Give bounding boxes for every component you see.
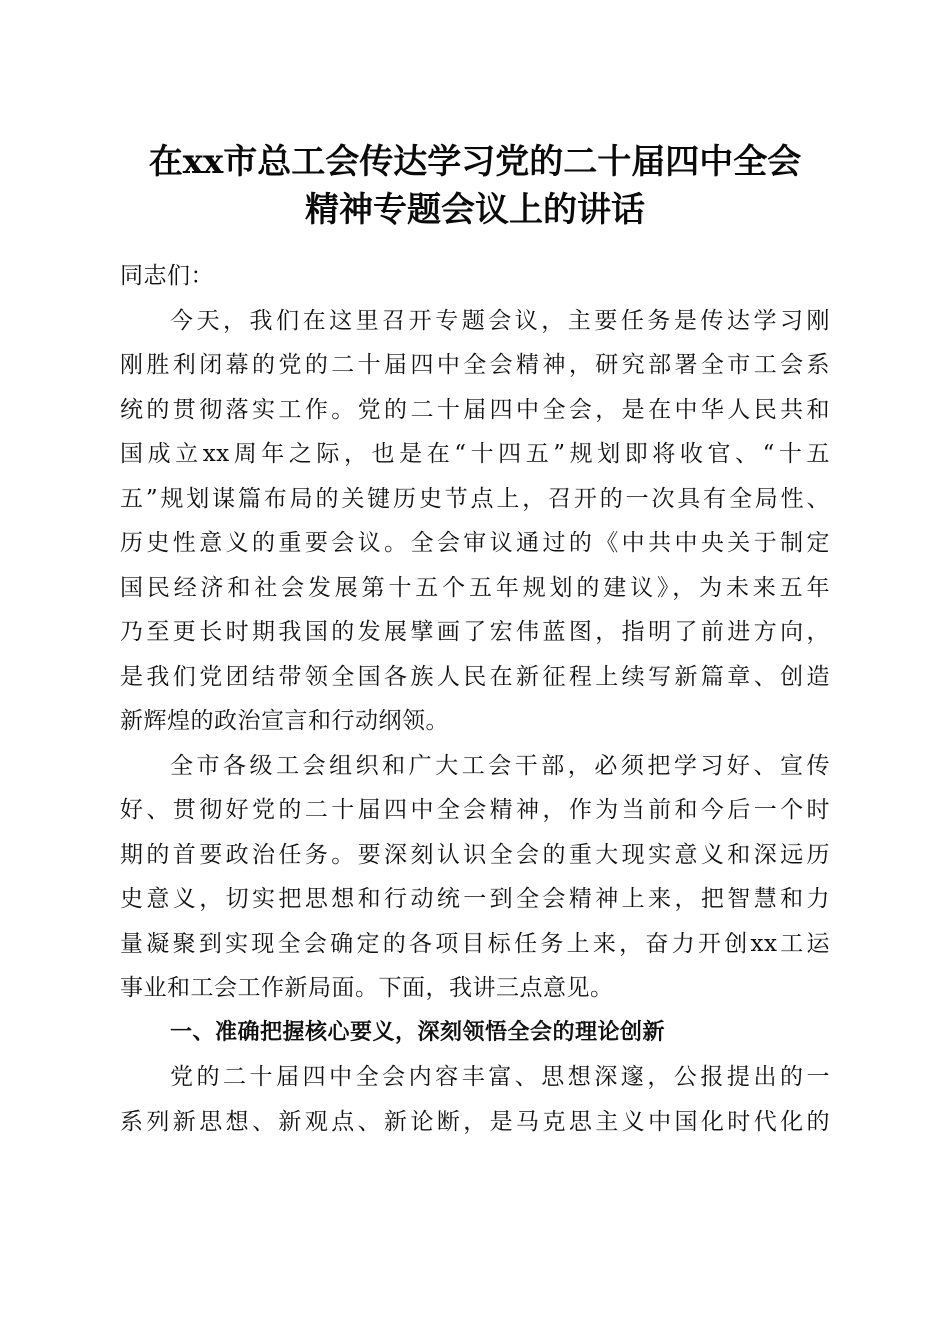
paragraph-line: 新辉煌的政治宣言和行动纲领。 <box>120 708 449 734</box>
paragraph-line: 乃至更长时期我国的发展擘画了宏伟蓝图，指明了前进方向， <box>120 619 830 645</box>
paragraph-line: 国成立xx周年之际，也是在“十四五”规划即将收官、“十五 <box>120 441 830 467</box>
paragraph-line: 系列新思想、新观点、新论断，是马克思主义中国化时代化的 <box>120 1108 830 1135</box>
paragraph-line: 刚胜利闭幕的党的二十届四中全会精神，研究部署全市工会系 <box>120 352 830 378</box>
salutation: 同志们： <box>120 263 214 289</box>
document-title <box>100 138 850 234</box>
paragraph-line: 五”规划谋篇布局的关键历史节点上，召开的一次具有全局性、 <box>120 485 830 512</box>
paragraph-line: 统的贯彻落实工作。党的二十届四中全会，是在中华人民共和 <box>120 396 830 423</box>
paragraph-line: 量凝聚到实现全会确定的各项目标任务上来，奋力开创xx工运 <box>120 930 830 957</box>
paragraph-line: 今天，我们在这里召开专题会议，主要任务是传达学习刚 <box>170 307 830 334</box>
section-heading-1: 一、准确把握核心要义，深刻领悟全会的理论创新 <box>170 1019 666 1045</box>
paragraph-line: 历史性意义的重要会议。全会审议通过的《中共中央关于制定 <box>120 530 830 556</box>
paragraph-line: 史意义，切实把思想和行动统一到全会精神上来，把智慧和力 <box>120 886 830 912</box>
title-line-2: 精神专题会议上的讲话 <box>305 190 645 230</box>
paragraph-2 <box>120 744 830 1011</box>
paragraph-line: 是我们党团结带领全国各族人民在新征程上续写新篇章、创造 <box>120 663 830 690</box>
paragraph-line: 党的二十届四中全会内容丰富、思想深邃，公报提出的一 <box>170 1064 830 1090</box>
document-body <box>120 252 830 1144</box>
paragraph-line: 事业和工会工作新局面。下面，我讲三点意见。 <box>120 975 614 1001</box>
paragraph-line: 好、贯彻好党的二十届四中全会精神，作为当前和今后一个时 <box>120 797 830 823</box>
paragraph-1 <box>120 299 830 744</box>
paragraph-line: 期的首要政治任务。要深刻认识全会的重大现实意义和深远历 <box>120 841 830 868</box>
paragraph-line: 国民经济和社会发展第十五个五年规划的建议》，为未来五年 <box>120 574 830 601</box>
paragraph-3 <box>120 1055 830 1144</box>
title-line-1: 在xx市总工会传达学习党的二十届四中全会 <box>148 142 802 182</box>
paragraph-line: 全市各级工会组织和广大工会干部，必须把学习好、宣传 <box>170 752 830 779</box>
